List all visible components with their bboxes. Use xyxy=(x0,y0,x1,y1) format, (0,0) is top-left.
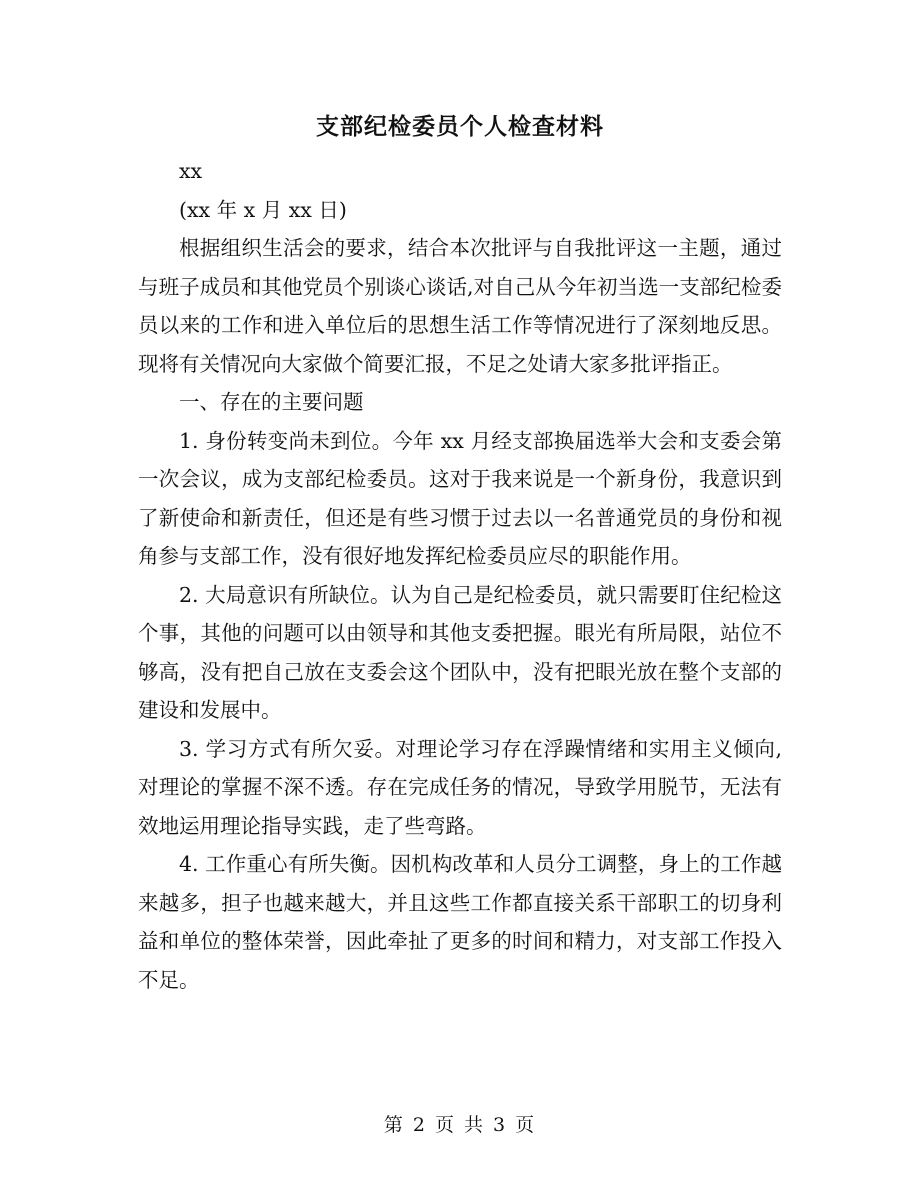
footer-total-pages: 3 xyxy=(493,1114,508,1136)
footer-total-word: 共 xyxy=(464,1114,486,1136)
footer-prefix: 第 xyxy=(383,1114,405,1136)
footer-suffix: 页 xyxy=(515,1114,537,1136)
page-footer xyxy=(0,1110,920,1137)
date-line: (xx 年 x 月 xx 日) xyxy=(179,197,347,222)
paragraph-item-1: 1. 身份转变尚未到位。今年 xx 月经支部换届选举大会和支委会第一次会议，成为支部纪检委员。这对于我来说是一个新身份，我意识到了新使命和新责任，但还是有些习惯于过去以一名普通党员的身份和视角参与支部工作，没有很好地发挥纪检委员应尽的职能作用。 xyxy=(138,428,782,568)
footer-current-page: 2 xyxy=(412,1114,427,1136)
author-line: xx xyxy=(179,159,203,183)
paragraph-item-2: 2. 大局意识有所缺位。认为自己是纪检委员，就只需要盯住纪检这个事，其他的问题可以由领导和其他支委把握。眼光有所局限，站位不够高，没有把自己放在支委会这个团队中，没有把眼光放在整个支部的建设和发展中。 xyxy=(138,582,782,722)
paragraph-item-4: 4. 工作重心有所失衡。因机构改革和人员分工调整，身上的工作越来越多，担子也越来越大，并且这些工作都直接关系干部职工的切身利益和单位的整体荣誉，因此牵扯了更多的时间和精力，对支部工作投入不足。 xyxy=(138,852,782,992)
section-heading: 一、存在的主要问题 xyxy=(179,390,364,414)
paragraph-item-3: 3. 学习方式有所欠妥。对理论学习存在浮躁情绪和实用主义倾向,对理论的掌握不深不透。存在完成任务的情况，导致学用脱节，无法有效地运用理论指导实践，走了些弯路。 xyxy=(138,736,782,838)
footer-page-word: 页 xyxy=(434,1114,456,1136)
document-title: 支部纪检委员个人检查材料 xyxy=(316,113,604,140)
document-body xyxy=(138,152,782,999)
paragraph-intro: 根据组织生活会的要求，结合本次批评与自我批评这一主题，通过与班子成员和其他党员个别谈心谈话,对自己从今年初当选一支部纪检委员以来的工作和进入单位后的思想生活工作等情况进行了深刻地反思。现将有关情况向大家做个简要汇报，不足之处请大家多批评指正。 xyxy=(138,236,782,376)
